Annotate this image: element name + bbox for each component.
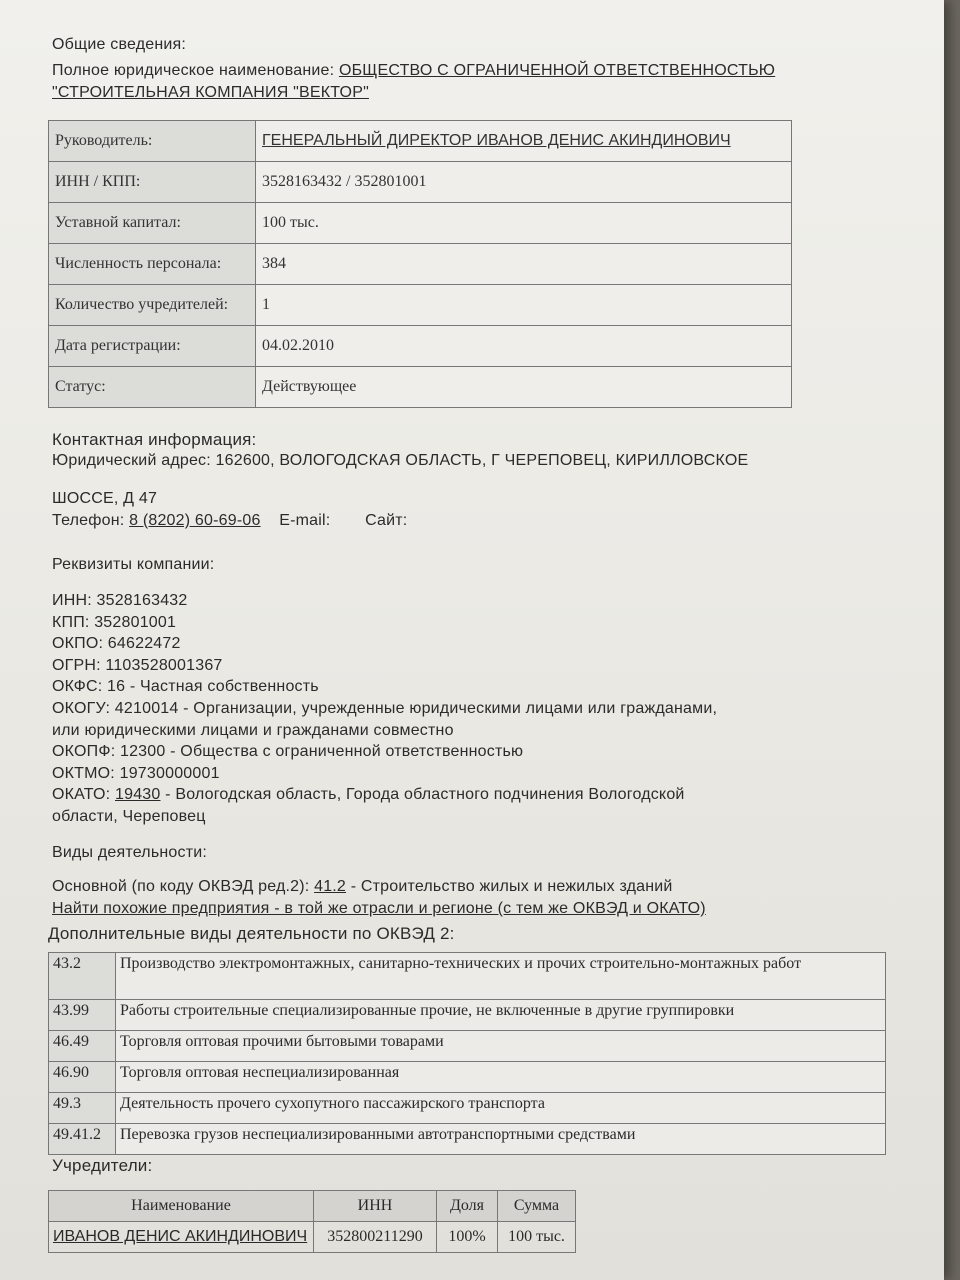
additional-activities-heading: Дополнительные виды деятельности по ОКВЭД 2: bbox=[48, 924, 455, 943]
table-row bbox=[49, 367, 792, 408]
column-header-sum: Сумма bbox=[498, 1191, 576, 1222]
founder-inn: 352800211290 bbox=[314, 1222, 437, 1253]
row-label: ИНН / КПП: bbox=[49, 162, 256, 203]
table-row bbox=[49, 1093, 886, 1124]
requisite-line: ОКТМО: 19730000001 bbox=[52, 764, 220, 782]
requisite-line: ОКПО: 64622472 bbox=[52, 635, 181, 653]
activity-code: 43.2 bbox=[49, 953, 116, 1000]
main-activity bbox=[52, 878, 673, 896]
okato-label: ОКАТО: bbox=[52, 786, 111, 804]
activity-code: 49.41.2 bbox=[49, 1124, 116, 1155]
main-activity-code-link[interactable]: 41.2 bbox=[314, 878, 347, 895]
similar-companies-link[interactable]: Найти похожие предприятия - в той же отрасли и регионе (с тем же ОКВЭД и ОКАТО) bbox=[52, 900, 706, 917]
requisites-list bbox=[52, 590, 717, 828]
activity-code: 43.99 bbox=[49, 1000, 116, 1031]
row-value: 100 тыс. bbox=[256, 203, 792, 244]
general-heading: Общие сведения: bbox=[52, 36, 187, 53]
address-line2: ШОССЕ, Д 47 bbox=[52, 490, 158, 507]
requisite-line: ОГРН: 1103528001367 bbox=[52, 656, 223, 674]
table-row bbox=[49, 203, 792, 244]
column-header-inn: ИНН bbox=[314, 1191, 437, 1222]
founder-share: 100% bbox=[437, 1222, 498, 1253]
phone-label: Телефон: bbox=[52, 512, 125, 529]
full-name-line2[interactable]: "СТРОИТЕЛЬНАЯ КОМПАНИЯ "ВЕКТОР" bbox=[52, 84, 369, 101]
table-header-row bbox=[49, 1191, 576, 1222]
activity-desc: Работы строительные специализированные прочие, не включенные в другие группировки bbox=[116, 1000, 886, 1031]
activity-code: 46.49 bbox=[49, 1031, 116, 1062]
row-label: Количество учредителей: bbox=[49, 285, 256, 326]
table-row bbox=[49, 1062, 886, 1093]
row-label: Дата регистрации: bbox=[49, 326, 256, 367]
row-value: 384 bbox=[256, 244, 792, 285]
phone-link[interactable]: 8 (8202) 60-69-06 bbox=[129, 512, 261, 529]
address-line1: Юридический адрес: 162600, ВОЛОГОДСКАЯ ОБЛАСТЬ, Г ЧЕРЕПОВЕЦ, КИРИЛЛОВСКОЕ bbox=[52, 452, 749, 469]
requisite-line: или юридическими лицами и гражданами совместно bbox=[52, 721, 454, 739]
founder-sum: 100 тыс. bbox=[498, 1222, 576, 1253]
table-row bbox=[49, 162, 792, 203]
requisite-line: ОКФС: 16 - Частная собственность bbox=[52, 678, 319, 696]
table-row bbox=[49, 1031, 886, 1062]
main-activity-prefix: Основной (по коду ОКВЭД ред.2): bbox=[52, 878, 310, 895]
row-label: Уставной капитал: bbox=[49, 203, 256, 244]
full-name-line1[interactable]: ОБЩЕСТВО С ОГРАНИЧЕННОЙ ОТВЕТСТВЕННОСТЬЮ bbox=[338, 62, 776, 79]
activity-desc: Перевозка грузов неспециализированными автотранспортными средствами bbox=[116, 1124, 886, 1155]
requisites-heading: Реквизиты компании: bbox=[52, 556, 215, 573]
full-name-label: Полное юридическое наименование: bbox=[52, 62, 335, 79]
full-name-row bbox=[52, 62, 775, 80]
row-value: Действующее bbox=[256, 367, 792, 408]
requisite-line: КПП: 352801001 bbox=[52, 613, 177, 631]
activity-desc: Производство электромонтажных, санитарно-технических и прочих строительно-монтажных работ bbox=[116, 953, 886, 1000]
row-label: Численность персонала: bbox=[49, 244, 256, 285]
okato-desc: - Вологодская область, Города областного подчинения Вологодской bbox=[160, 786, 685, 804]
contacts-heading: Контактная информация: bbox=[52, 430, 257, 449]
site-label: Сайт: bbox=[365, 512, 408, 529]
table-row bbox=[49, 285, 792, 326]
activity-desc: Торговля оптовая неспециализированная bbox=[116, 1062, 886, 1093]
row-value: 04.02.2010 bbox=[256, 326, 792, 367]
activity-desc: Торговля оптовая прочими бытовыми товарами bbox=[116, 1031, 886, 1062]
activity-code: 49.3 bbox=[49, 1093, 116, 1124]
table-row bbox=[49, 1124, 886, 1155]
table-row bbox=[49, 244, 792, 285]
founders-table bbox=[48, 1190, 576, 1253]
activities-heading: Виды деятельности: bbox=[52, 844, 208, 861]
okato-code-link[interactable]: 19430 bbox=[115, 786, 161, 804]
founders-heading: Учредители: bbox=[52, 1156, 153, 1175]
email-label: E-mail: bbox=[279, 512, 331, 529]
table-row bbox=[49, 1000, 886, 1031]
table-row bbox=[49, 1222, 576, 1253]
row-label: Статус: bbox=[49, 367, 256, 408]
table-row bbox=[49, 326, 792, 367]
director-value[interactable]: ГЕНЕРАЛЬНЫЙ ДИРЕКТОР ИВАНОВ ДЕНИС АКИНДИНОВИЧ bbox=[256, 121, 792, 162]
row-label: Руководитель: bbox=[49, 121, 256, 162]
column-header-name: Наименование bbox=[49, 1191, 314, 1222]
requisite-line: ОКОГУ: 4210014 - Организации, учрежденные юридическими лицами или гражданами, bbox=[52, 699, 718, 717]
activity-code: 46.90 bbox=[49, 1062, 116, 1093]
requisite-line: ОКОПФ: 12300 - Общества с ограниченной ответственностью bbox=[52, 743, 524, 761]
column-header-share: Доля bbox=[437, 1191, 498, 1222]
row-value: 3528163432 / 352801001 bbox=[256, 162, 792, 203]
founder-name-link[interactable]: ИВАНОВ ДЕНИС АКИНДИНОВИЧ bbox=[49, 1222, 314, 1253]
general-info-table bbox=[48, 120, 792, 408]
table-row bbox=[49, 121, 792, 162]
okato-line2: области, Череповец bbox=[52, 807, 206, 825]
additional-activities-table bbox=[48, 952, 886, 1155]
table-row bbox=[49, 953, 886, 1000]
main-activity-desc: - Строительство жилых и нежилых зданий bbox=[346, 878, 673, 895]
row-value: 1 bbox=[256, 285, 792, 326]
activity-desc: Деятельность прочего сухопутного пассажирского транспорта bbox=[116, 1093, 886, 1124]
okato-line bbox=[52, 784, 717, 806]
requisite-line: ИНН: 3528163432 bbox=[52, 592, 188, 609]
contact-row bbox=[52, 512, 407, 530]
